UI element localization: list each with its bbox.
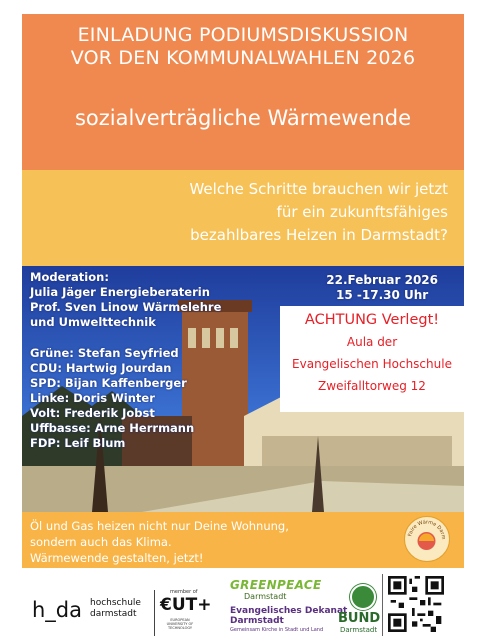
greenpeace-city: Darmstadt <box>244 592 287 601</box>
closing-line-2: sondern auch das Klima. <box>30 535 172 549</box>
panelist-5: Volt: Frederik Jobst <box>30 406 155 420</box>
panelist-6: Uffbasse: Arne Herrmann <box>30 421 195 435</box>
relocation-notice <box>280 306 464 412</box>
hda-name-1: hochschule <box>90 598 141 608</box>
question-line-2: für ein zukunftsfähiges <box>276 203 448 221</box>
qr-code-icon[interactable] <box>388 576 444 632</box>
hda-name-2: darmstadt <box>90 609 137 619</box>
hda-logo: h_da <box>32 598 83 622</box>
closing-line-1: Öl und Gas heizen nicht nur Deine Wohnung, <box>30 519 289 533</box>
notice-line-2: Evangelischen Hochschule <box>292 357 452 371</box>
greenpeace-logo: GREENPEACE <box>230 578 322 592</box>
bund-city: Darmstadt <box>340 626 378 634</box>
event-date: 22.Februar 2026 <box>326 273 438 287</box>
logo-divider-2 <box>382 574 383 636</box>
faire-waerme-badge <box>404 516 450 562</box>
event-datetime <box>326 273 438 303</box>
panelist-2: CDU: Hartwig Jourdan <box>30 361 172 375</box>
bund-logo: BUND <box>338 611 381 626</box>
logo-divider <box>154 590 155 636</box>
title-line-2: VOR DEN KOMMUNALWAHLEN 2026 <box>70 47 416 69</box>
event-time: 15 -17.30 Uhr <box>336 288 429 302</box>
question-line-3: bezahlbares Heizen in Darmstadt? <box>190 226 448 244</box>
moderator-2-field: und Umwelttechnik <box>30 315 156 329</box>
dekanat-line-1: Evangelisches Dekanat <box>230 606 348 616</box>
event-subtitle: sozialverträgliche Wärmewende <box>74 106 412 130</box>
partner-logos <box>22 568 464 640</box>
panelist-3: SPD: Bijan Kaffenberger <box>30 376 187 390</box>
hda-name <box>90 598 141 620</box>
closing-text <box>30 518 289 566</box>
moderation-heading: Moderation: <box>30 270 109 284</box>
notice-heading: ACHTUNG Verlegt! <box>304 312 440 328</box>
title-line-1: EINLADUNG PODIUMSDISKUSSION <box>77 24 409 46</box>
eut-logo: €UT+ <box>160 595 212 615</box>
panelist-7: FDP: Leif Blum <box>30 436 126 450</box>
notice-line-3: Zweifalltorweg 12 <box>318 379 426 393</box>
moderator-2: Prof. Sven Linow Wärmelehre <box>30 300 222 314</box>
moderator-1: Julia Jäger Energieberaterin <box>30 285 210 299</box>
closing-line-3: Wärmewende gestalten, jetzt! <box>30 551 204 565</box>
eut-subtitle: EUROPEAN UNIVERSITY OF TECHNOLOGY <box>166 618 194 630</box>
panelist-1: Grüne: Stefan Seyfried <box>30 346 179 360</box>
panelist-4: Linke: Doris Winter <box>30 391 155 405</box>
guiding-question <box>28 178 448 247</box>
dekanat-logo <box>230 606 347 626</box>
dekanat-line-2: Darmstadt <box>230 616 284 626</box>
event-title <box>22 24 464 70</box>
poster <box>22 14 464 640</box>
badge-emblem-icon <box>405 517 448 560</box>
bund-emblem-icon <box>350 584 376 610</box>
dekanat-tagline: Gemeinsam Kirche in Stadt und Land <box>230 627 324 633</box>
badge-text: Faire Wärme Darm <box>407 519 447 540</box>
notice-line-1: Aula der <box>346 335 398 349</box>
eut-member-of: member of <box>170 589 198 595</box>
question-line-1: Welche Schritte brauchen wir jetzt <box>189 180 448 198</box>
